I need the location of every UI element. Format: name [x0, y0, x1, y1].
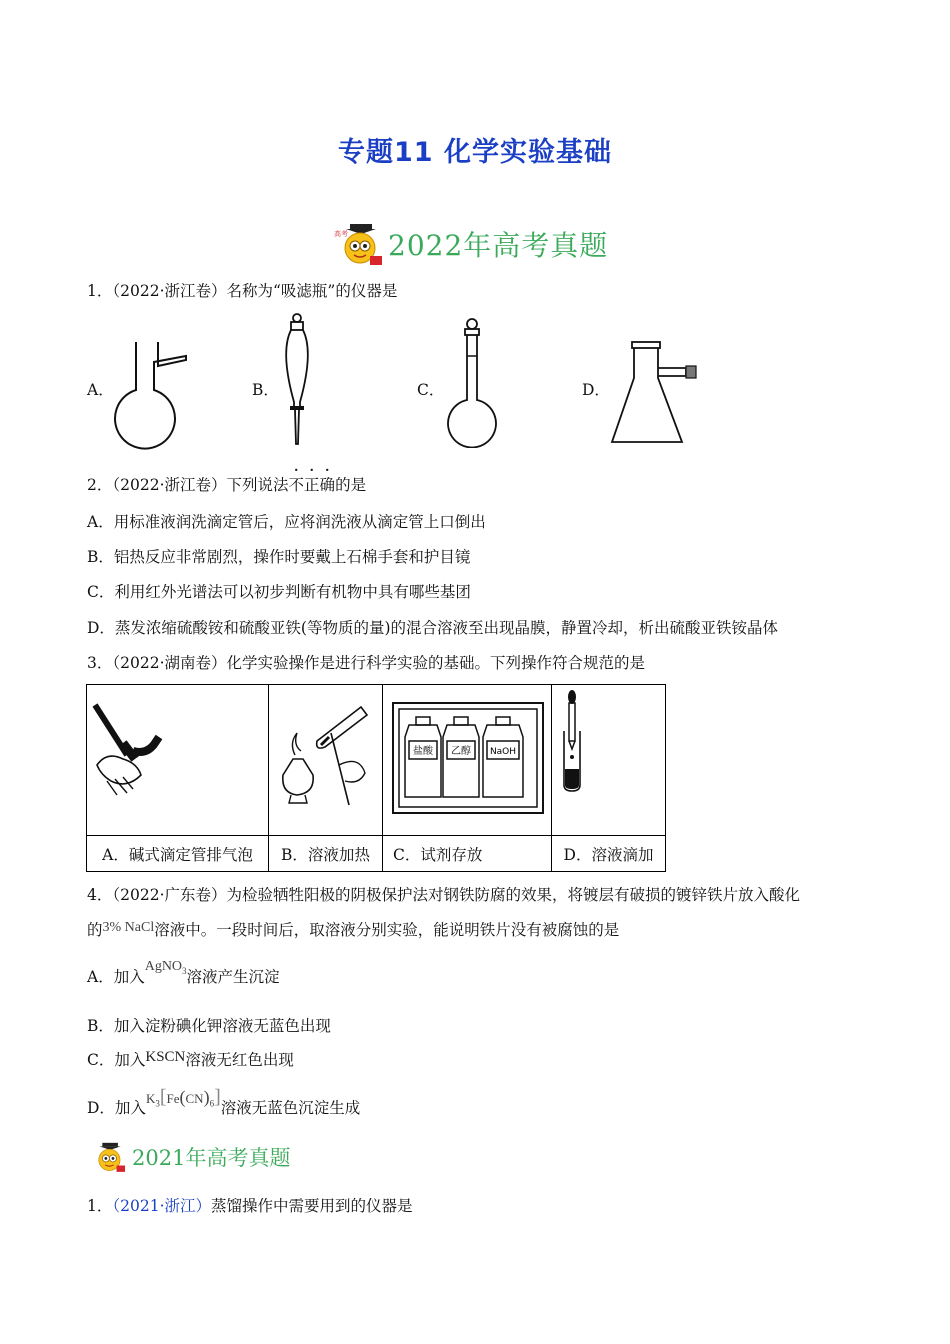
- question-source: （2022·浙江卷）: [112, 282, 227, 300]
- emphasis-char: 确: [319, 476, 336, 494]
- question-source: （2021·浙江）: [112, 1197, 211, 1215]
- burette-bubble-removal-icon: [87, 685, 268, 831]
- q1-option-a: A．: [87, 381, 114, 399]
- q4-option-c: C．加入KSCN溶液无红色出现: [87, 1049, 294, 1069]
- mascot-logo-icon: [88, 1140, 128, 1174]
- formula-nacl: 3% NaCl: [102, 920, 155, 935]
- formula-kscn: KSCN: [145, 1049, 186, 1065]
- question-4: 4．（2022·广东卷）为检验牺牲阳极的阴极保护法对钢铁防腐的效果，将镀层有破损的镀锌铁片放入酸化: [87, 886, 801, 904]
- test-tube-heating-icon: [269, 685, 382, 831]
- volumetric-flask-icon: [445, 316, 501, 448]
- q2-option-a: A．用标准液润洗滴定管后，应将润洗液从滴定管上口倒出: [87, 513, 486, 531]
- svg-text:高考: 高考: [334, 230, 348, 238]
- q1-option-c: C．: [417, 381, 445, 399]
- question-source: （2022·浙江卷）: [112, 476, 227, 494]
- q2-option-c: C．利用红外光谱法可以初步判断有机物中具有哪些基团: [87, 583, 471, 601]
- section-banner-2022: [330, 220, 608, 268]
- q4-option-b: B．加入淀粉碘化钾溶液无蓝色出现: [87, 1017, 331, 1035]
- question-1: 1．（2022·浙江卷）名称为“吸滤瓶”的仪器是: [87, 282, 398, 300]
- q3-caption-d: D．溶液滴加: [552, 836, 666, 872]
- reagent-cabinet-icon: [383, 685, 551, 831]
- q3-caption-b: B．溶液加热: [269, 836, 383, 872]
- mascot-logo-icon: [330, 220, 386, 268]
- separatory-funnel-icon: [278, 312, 318, 448]
- q3-caption-a: A．碱式滴定管排气泡: [87, 836, 269, 872]
- q4-option-d: D．加入$^{K_3[Fe(CN)_6]}$溶液无蓝色沉淀生成: [87, 1086, 361, 1117]
- q3-image-a: [87, 685, 269, 836]
- question-2: 2．（2022·浙江卷）下列说法不正确的是: [87, 476, 367, 494]
- emphasis-char: 正: [304, 476, 320, 494]
- page-title: 专题11 化学实验基础: [338, 137, 612, 168]
- section-heading-2022: 2022年高考真题: [388, 229, 609, 262]
- q4-option-a: A．加入AgNO$_3$溶液产生沉淀: [87, 959, 280, 986]
- svg-text:NaOH: NaOH: [489, 747, 517, 757]
- q2-option-b: B．铝热反应非常剧烈，操作时要戴上石棉手套和护目镜: [87, 548, 471, 566]
- question-4-line-2: 的3% NaCl溶液中。一段时间后，取溶液分别实验，能说明铁片没有被腐蚀的是: [87, 920, 620, 939]
- emphasis-char: 不: [288, 476, 305, 494]
- round-flask-side-arm-icon: [110, 338, 190, 450]
- formula-k3fecn6: K3[Fe(CN)6]: [145, 1086, 221, 1109]
- question-source: （2022·湖南卷）: [112, 654, 227, 672]
- svg-text:盐酸: 盐酸: [413, 746, 433, 757]
- q3-image-b: [269, 685, 383, 836]
- formula-agno3: AgNO$_3$: [144, 959, 187, 976]
- question-2021-1: 1．（2021·浙江）蒸馏操作中需要用到的仪器是: [87, 1197, 413, 1215]
- q3-image-c: [383, 685, 552, 836]
- q3-caption-c: C．试剂存放: [383, 836, 552, 872]
- q1-option-d: D．: [582, 381, 610, 399]
- suction-flask-icon: [608, 338, 702, 448]
- section-heading-2021: 2021年高考真题: [132, 1146, 291, 1170]
- q3-options-table: [86, 684, 666, 872]
- question-3: 3．（2022·湖南卷）化学实验操作是进行科学实验的基础。下列操作符合规范的是: [87, 654, 646, 672]
- question-source: （2022·广东卷）: [112, 886, 227, 904]
- q1-option-b: B．: [252, 381, 279, 399]
- dropper-test-tube-icon: [552, 685, 665, 831]
- section-banner-2021: [88, 1140, 290, 1174]
- svg-text:乙醇: 乙醇: [451, 746, 471, 757]
- q3-image-d: [552, 685, 666, 836]
- q2-option-d: D．蒸发浓缩硫酸铵和硫酸亚铁(等物质的量)的混合溶液至出现晶膜，静置冷却，析出硫酸亚铁铵晶体: [87, 619, 779, 637]
